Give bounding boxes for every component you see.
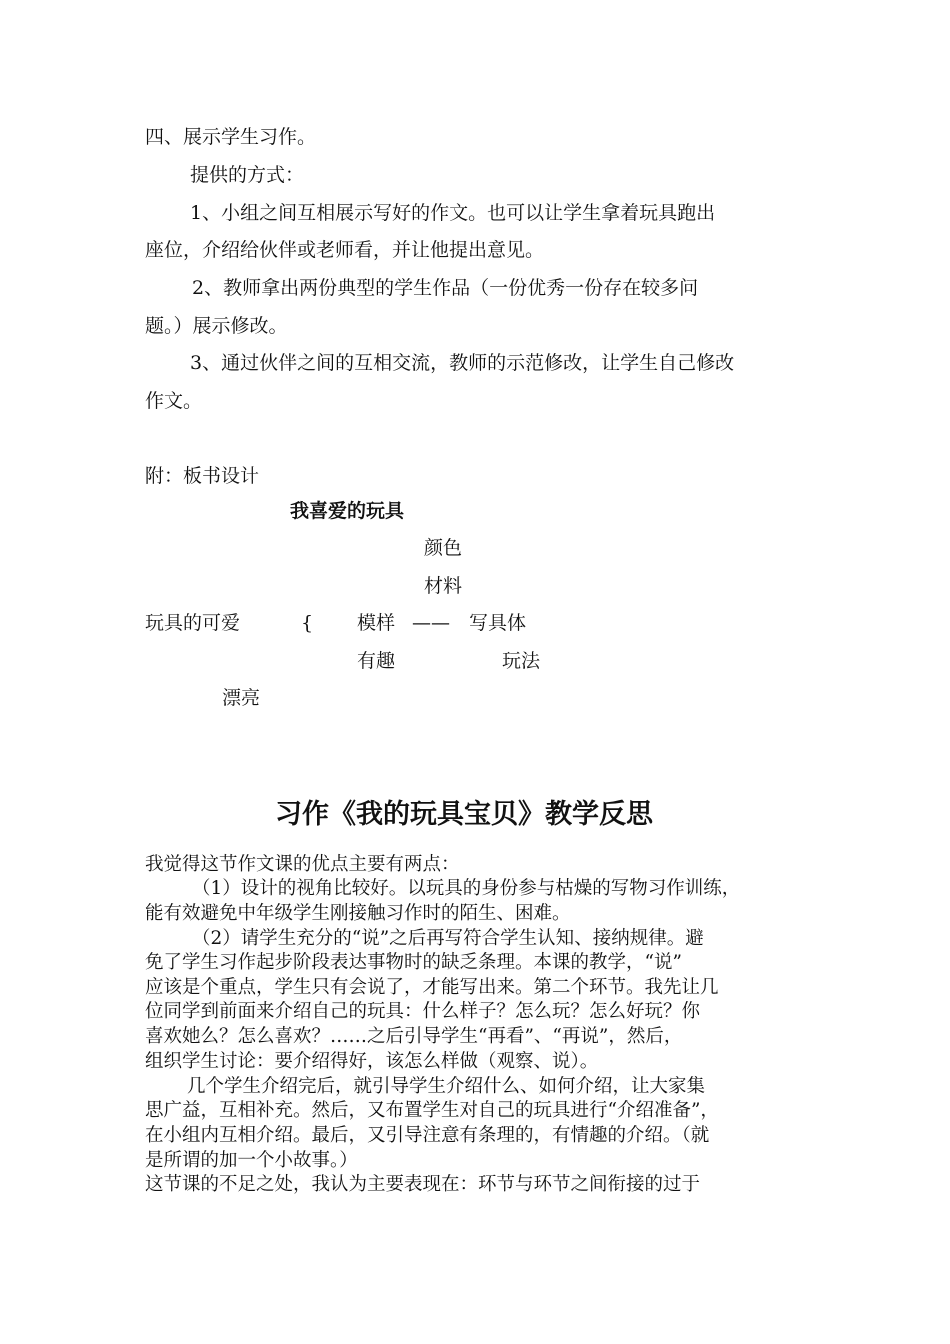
paragraph-line: 作文。	[145, 390, 203, 412]
paragraph-line: 题。）展示修改。	[145, 315, 288, 337]
reflection-line: 免了学生习作起步阶段表达事物时的缺乏条理。本课的教学，“说”	[145, 952, 682, 973]
board-item: 玩具的可爱	[145, 612, 241, 634]
reflection-line: 是所谓的加一个小故事。）	[145, 1150, 358, 1171]
board-label: 附：板书设计	[145, 465, 260, 487]
paragraph-line: 座位，介绍给伙伴或老师看，并让他提出意见。	[145, 239, 545, 261]
board-item: 写具体	[469, 612, 527, 634]
paragraph-line: 3、通过伙伴之间的互相交流，教师的示范修改，让学生自己修改	[190, 352, 735, 374]
section-heading: 四、展示学生习作。	[145, 126, 317, 148]
board-item: 颜色	[424, 537, 463, 559]
paragraph-line: 2、教师拿出两份典型的学生作品（一份优秀一份存在较多问	[192, 277, 699, 299]
board-item: 玩法	[502, 650, 541, 672]
reflection-line: 喜欢她么？怎么喜欢？……之后引导学生“再看”、“再说”，然后，	[145, 1026, 683, 1047]
reflection-line: （1）设计的视角比较好。以玩具的身份参与枯燥的写物习作训练，	[192, 878, 741, 899]
reflection-line: 位同学到前面来介绍自己的玩具：什么样子？怎么玩？怎么好玩？你	[145, 1001, 701, 1022]
reflection-line: 这节课的不足之处，我认为主要表现在：环节与环节之间衔接的过于	[145, 1174, 701, 1195]
brace-symbol: {	[301, 612, 314, 634]
reflection-line: （2）请学生充分的“说”之后再写符合学生认知、接纳规律。避	[192, 928, 704, 949]
reflection-line: 我觉得这节作文课的优点主要有两点：	[145, 854, 460, 875]
paragraph-line: 1、小组之间互相展示写好的作文。也可以让学生拿着玩具跑出	[190, 202, 716, 224]
reflection-line: 几个学生介绍完后，就引导学生介绍什么、如何介绍，让大家集	[187, 1076, 706, 1097]
dash-symbol: ——	[412, 612, 450, 634]
board-item: 有趣	[357, 650, 396, 672]
board-item: 模样	[357, 612, 396, 634]
reflection-line: 应该是个重点，学生只有会说了，才能写出来。第二个环节。我先让几	[145, 977, 719, 998]
board-item: 漂亮	[222, 687, 261, 709]
reflection-line: 在小组内互相介绍。最后，又引导注意有条理的，有情趣的介绍。（就	[145, 1125, 710, 1146]
reflection-line: 能有效避免中年级学生刚接触习作时的陌生、困难。	[145, 903, 571, 924]
reflection-line: 思广益，互相补充。然后，又布置学生对自己的玩具进行“介绍准备”，	[145, 1100, 719, 1121]
methods-label: 提供的方式：	[190, 164, 305, 186]
board-title: 我喜爱的玩具	[290, 500, 405, 522]
reflection-line: 组织学生讨论：要介绍得好，该怎么样做（观察、说）。	[145, 1051, 599, 1072]
reflection-title: 习作《我的玩具宝贝》教学反思	[275, 799, 653, 830]
board-item: 材料	[424, 575, 463, 597]
